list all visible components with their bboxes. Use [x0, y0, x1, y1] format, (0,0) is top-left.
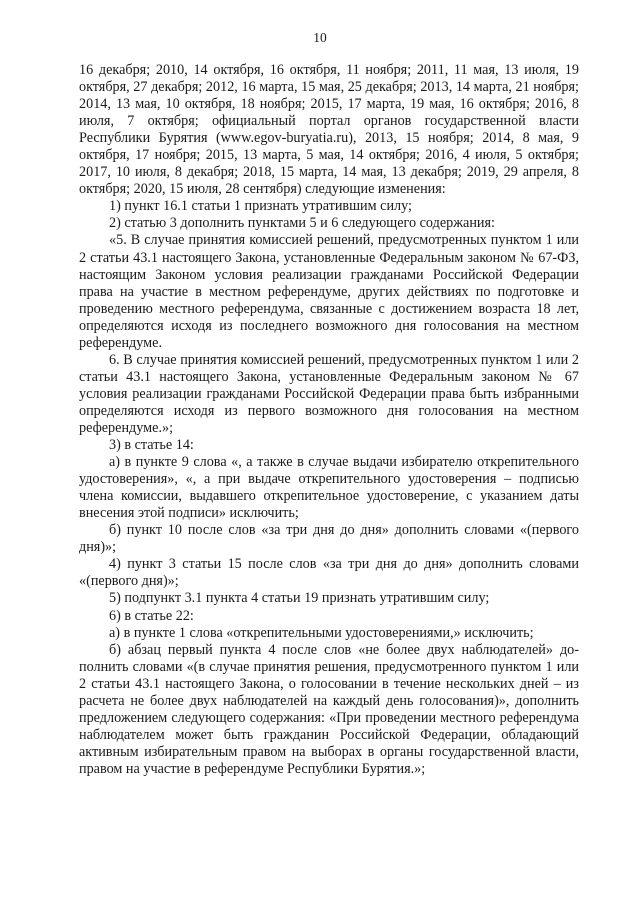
- paragraph-subitem-6b: б) абзац первый пункта 4 после слов «не более двух наблюдателей» дополнить словами «(в случае принятия решения, предусмотренного пунктом 1 или 2 статьи 43.1 настоящего Закона, о голосовании в течение нескольких дней – из расчета не более двух наблюдателей на каждый день голосования)», дополнить предложением следующего содержания: «При проведении местного референдума наблюдателем может быть гражданин Российской Федерации, обладающий активным избирательным правом на выборах в органы государственной власти, правом на участие в референдуме Республики Бурятия.»;: [79, 641, 579, 777]
- paragraph-item-3: 3) в статье 14:: [109, 437, 194, 454]
- paragraph-item-4: 4) пункт 3 статьи 15 после слов «за три дня до дня» дополнить словами «(первого дня)»;: [79, 556, 579, 590]
- paragraph-subitem-3a: а) в пункте 9 слова «, а также в случае выдачи избирателю открепительного удостоверения», «, а при выдаче открепительного удостоверения – подписью члена комиссии, выдавшего открепительное удостоверение, с указанием даты внесения этой подписи» исключить;: [79, 454, 579, 522]
- paragraph-item-2: 2) статью 3 дополнить пунктами 5 и 6 следующего содержания:: [109, 215, 495, 232]
- paragraph-clause-5: «5. В случае принятия комиссией решений, предусмотренных пунктом 1 или 2 статьи 43.1 настоящего Закона, установленные Федеральным законом № 67-ФЗ, настоящим Законом условия реализации гражданами Российской Федерации права на участие в местном референдуме, других действиях по подготовке и проведению местного референдума, связанные с достижением возраста 18 лет, определяются исходя из последнего возможного дня голосования на местном референдуме.: [79, 232, 579, 351]
- paragraph-subitem-6a: а) в пункте 1 слова «открепительными удостоверениями,» исключить;: [109, 624, 534, 641]
- paragraph-subitem-3b: б) пункт 10 после слов «за три дня до дня» дополнить словами «(первого дня)»;: [79, 522, 579, 556]
- paragraph-item-6: 6) в статье 22:: [109, 607, 194, 624]
- paragraph-item-1: 1) пункт 16.1 статьи 1 признать утратившим силу;: [109, 198, 412, 215]
- paragraph-item-5: 5) подпункт 3.1 пункта 4 статьи 19 признать утратившим силу;: [109, 590, 490, 607]
- document-body: [79, 62, 579, 778]
- paragraph-clause-6: 6. В случае принятия комиссией решений, предусмотренных пунктом 1 или 2 статьи 43.1 настоящего Закона, установленные Федеральным законом № 67 условия реализации гражданами Российской Федерации права быть избранными определяются исходя из первого возможного дня голосования на местном референдуме.»;: [79, 351, 579, 436]
- page-number: 10: [313, 30, 327, 45]
- paragraph-continuation: 16 декабря; 2010, 14 октября, 16 октября, 11 ноября; 2011, 11 мая, 13 июля, 19 октября, 27 декабря; 2012, 16 марта, 15 мая, 25 декабря; 2013, 14 марта, 21 ноября; 2014, 13 мая, 10 октября, 18 ноября; 2015, 17 марта, 19 мая, 16 октября; 2016, 8 июля, 7 октября; официальный портал органов государственной власти Республики Бурятия (www.egov-buryatia.ru), 2013, 15 ноября; 2014, 8 мая, 9 октября, 17 ноября; 2015, 13 марта, 5 мая, 14 октября; 2016, 4 июля, 5 октября; 2017, 10 июля, 8 декабря; 2018, 15 марта, 14 мая, 13 декабря; 2019, 29 апреля, 8 октября; 2020, 15 июля, 28 сентября) следующие изменения:: [79, 62, 579, 198]
